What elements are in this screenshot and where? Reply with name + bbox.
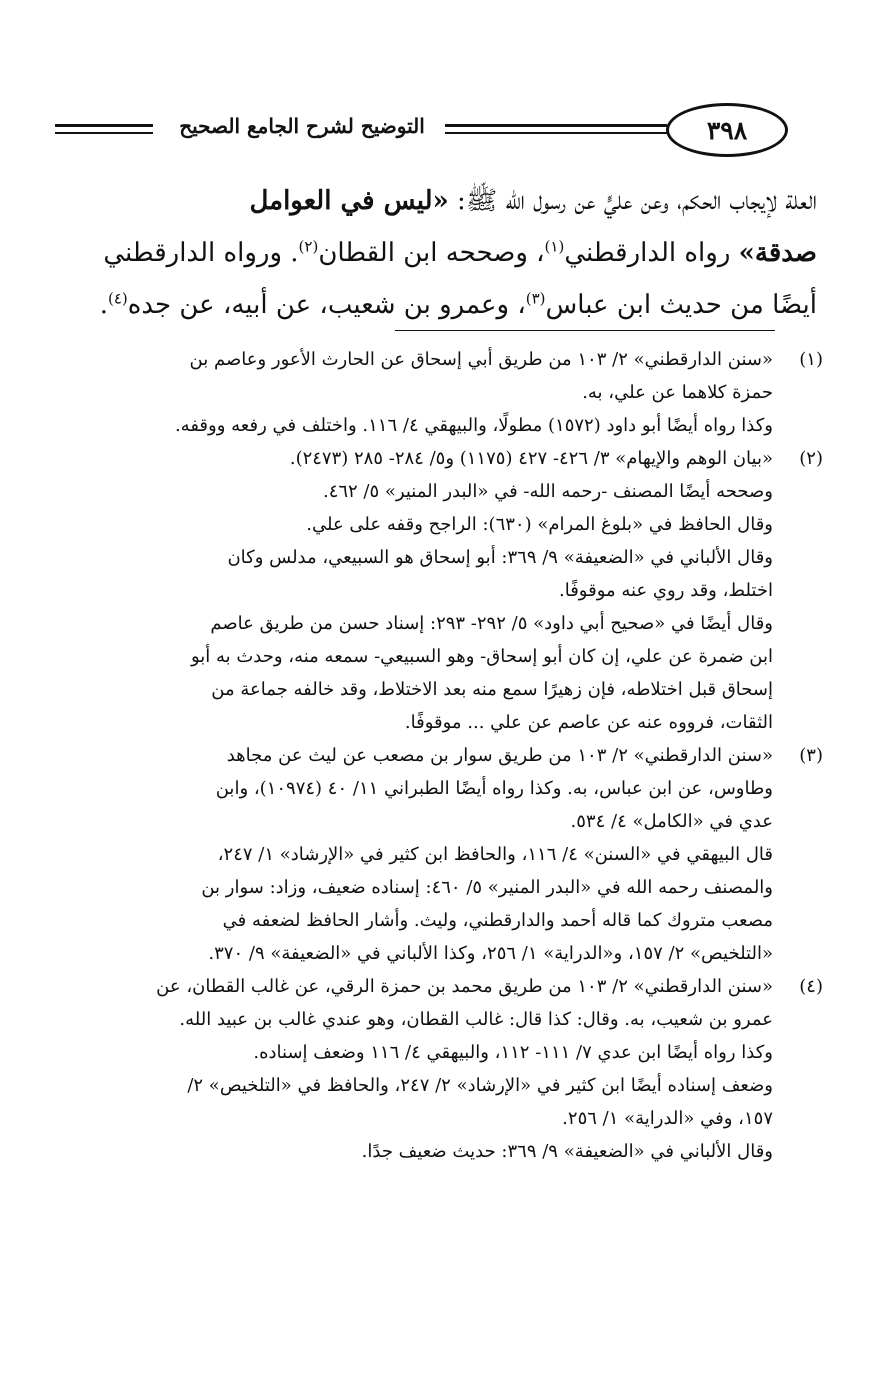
footnote-line: ابن ضمرة عن علي، إن كان أبو إسحاق- وهو السبيعي- سمعه منه، وحدث به أبو: [190, 646, 773, 667]
footnote-line: عدي في «الكامل» ٤/ ٥٣٤.: [570, 811, 773, 832]
page-number-oval: [666, 103, 788, 157]
footnote: [53, 442, 823, 739]
hadith-quote: صدقة»: [738, 238, 817, 268]
header-rule-left-top: [55, 124, 153, 127]
footnote-number: (٢): [799, 448, 823, 469]
footnote: [53, 739, 823, 970]
footnote-ref: (٢): [298, 237, 319, 256]
footnote-line: وطاوس، عن ابن عباس، به. وكذا رواه أيضًا الطبراني ١١/ ٤٠ (١٠٩٧٤)، وابن: [215, 778, 773, 799]
footnote-number: (٣): [799, 745, 823, 766]
footnote-line: وقال أيضًا في «صحيح أبي داود» ٥/ ٢٩٢- ٢٩٣: إسناد حسن من طريق عاصم: [210, 613, 773, 634]
footnote-line: وقال الألباني في «الضعيفة» ٩/ ٣٦٩: حديث ضعيف جدًا.: [361, 1141, 773, 1162]
footnote-line: مصعب متروك كما قاله أحمد والدارقطني، وليث. وأشار الحافظ لضعفه في: [222, 910, 773, 931]
book-title: التوضيح لشرح الجامع الصحيح: [179, 114, 425, 138]
footnote-line: وقال الألباني في «الضعيفة» ٩/ ٣٦٩: أبو إسحاق هو السبيعي، مدلس وكان: [227, 547, 773, 568]
footnote-line: وكذا رواه أيضًا أبو داود (١٥٧٢) مطولًا، والبيهقي ٤/ ١١٦. واختلف في رفعه ووقفه.: [174, 415, 773, 436]
footnote-line: والمصنف رحمه الله في «البدر المنير» ٥/ ٤٦٠: إسناده ضعيف، وزاد: سوار بن: [201, 877, 773, 898]
footnote-ref: (٤): [108, 289, 128, 308]
footnote-line: حمزة كلاهما عن علي، به.: [582, 382, 773, 403]
footnote-line: وصححه أيضًا المصنف -رحمه الله- في «البدر المنير» ٥/ ٤٦٢.: [322, 481, 773, 502]
footnote: [53, 343, 823, 442]
text-run: ، وصححه ابن القطان: [318, 238, 545, 268]
footnote-line: «التلخيص» ٢/ ١٥٧، و«الدراية» ١/ ٢٥٦، وكذا الألباني في «الضعيفة» ٩/ ٣٧٠.: [208, 943, 773, 964]
main-line: [57, 279, 817, 331]
header-rule-left-bottom: [55, 132, 153, 134]
footnote-ref: (١): [544, 237, 565, 256]
footnote-divider: [395, 330, 775, 331]
footnote-line: الثقات، فرووه عنه عن عاصم عن علي ... موقوفًا.: [404, 712, 773, 733]
main-line: [57, 227, 817, 279]
footnote-number: (١): [799, 349, 823, 370]
text-run: العلة لإيجاب الحكم، وعن عليٍّ عن رسول الله ﷺ:: [448, 186, 817, 216]
running-header: [55, 100, 790, 162]
footnote-line: ١٥٧، وفي «الدراية» ١/ ٢٥٦.: [562, 1108, 773, 1129]
footnote-line: وضعف إسناده أيضًا ابن كثير في «الإرشاد» ٢/ ٢٤٧، والحافظ في «التلخيص» ٢/: [187, 1075, 773, 1096]
footnote-line: وكذا رواه أيضًا ابن عدي ٧/ ١١١- ١١٢، والبيهقي ٤/ ١١٦ وضعف إسناده.: [253, 1042, 773, 1063]
footnote-line: اختلط، وقد روي عنه موقوفًا.: [559, 580, 773, 601]
text-run: ، وعمرو بن شعيب، عن أبيه، عن جده: [127, 290, 526, 320]
text-run: رواه الدارقطني: [564, 238, 739, 268]
footnotes: [53, 343, 823, 1168]
footnote-line: عمرو بن شعيب، به. وقال: كذا قال: غالب القطان، وهو عندي غالب بن عبيد الله.: [179, 1009, 773, 1030]
page-number: ٣٩٨: [706, 115, 748, 145]
footnote-line: قال البيهقي في «السنن» ٤/ ١١٦، والحافظ ابن كثير في «الإرشاد» ١/ ٢٤٧،: [217, 844, 773, 865]
footnote-line: وقال الحافظ في «بلوغ المرام» (٦٣٠): الراجح وقفه على علي.: [306, 514, 773, 535]
footnote-line: «سنن الدارقطني» ٢/ ١٠٣ من طريق سوار بن مصعب عن ليث عن مجاهد: [226, 745, 773, 766]
header-rule-right-bottom: [445, 132, 667, 134]
text-run: .: [99, 290, 108, 320]
hadith-quote: «ليس في العوامل: [249, 186, 449, 216]
main-text: [57, 175, 817, 331]
footnote-line: إسحاق قبل اختلاطه، فإن زهيرًا سمع منه بعد الاختلاط، وقد خالفه جماعة من: [211, 679, 773, 700]
text-run: . ورواه الدارقطني: [103, 238, 299, 268]
main-line: [57, 175, 817, 227]
footnote: [53, 970, 823, 1168]
footnote-line: «بيان الوهم والإيهام» ٣/ ٤٢٦- ٤٢٧ (١١٧٥) و٥/ ٢٨٤- ٢٨٥ (٢٤٧٣).: [289, 448, 773, 469]
text-run: أيضًا من حديث ابن عباس: [545, 290, 817, 320]
header-rule-right-top: [445, 124, 667, 127]
footnote-line: «سنن الدارقطني» ٢/ ١٠٣ من طريق محمد بن حمزة الرقي، عن غالب القطان، عن: [156, 976, 773, 997]
footnote-ref: (٣): [525, 289, 546, 308]
footnote-number: (٤): [799, 976, 823, 997]
footnote-line: «سنن الدارقطني» ٢/ ١٠٣ من طريق أبي إسحاق عن الحارث الأعور وعاصم بن: [189, 349, 773, 370]
